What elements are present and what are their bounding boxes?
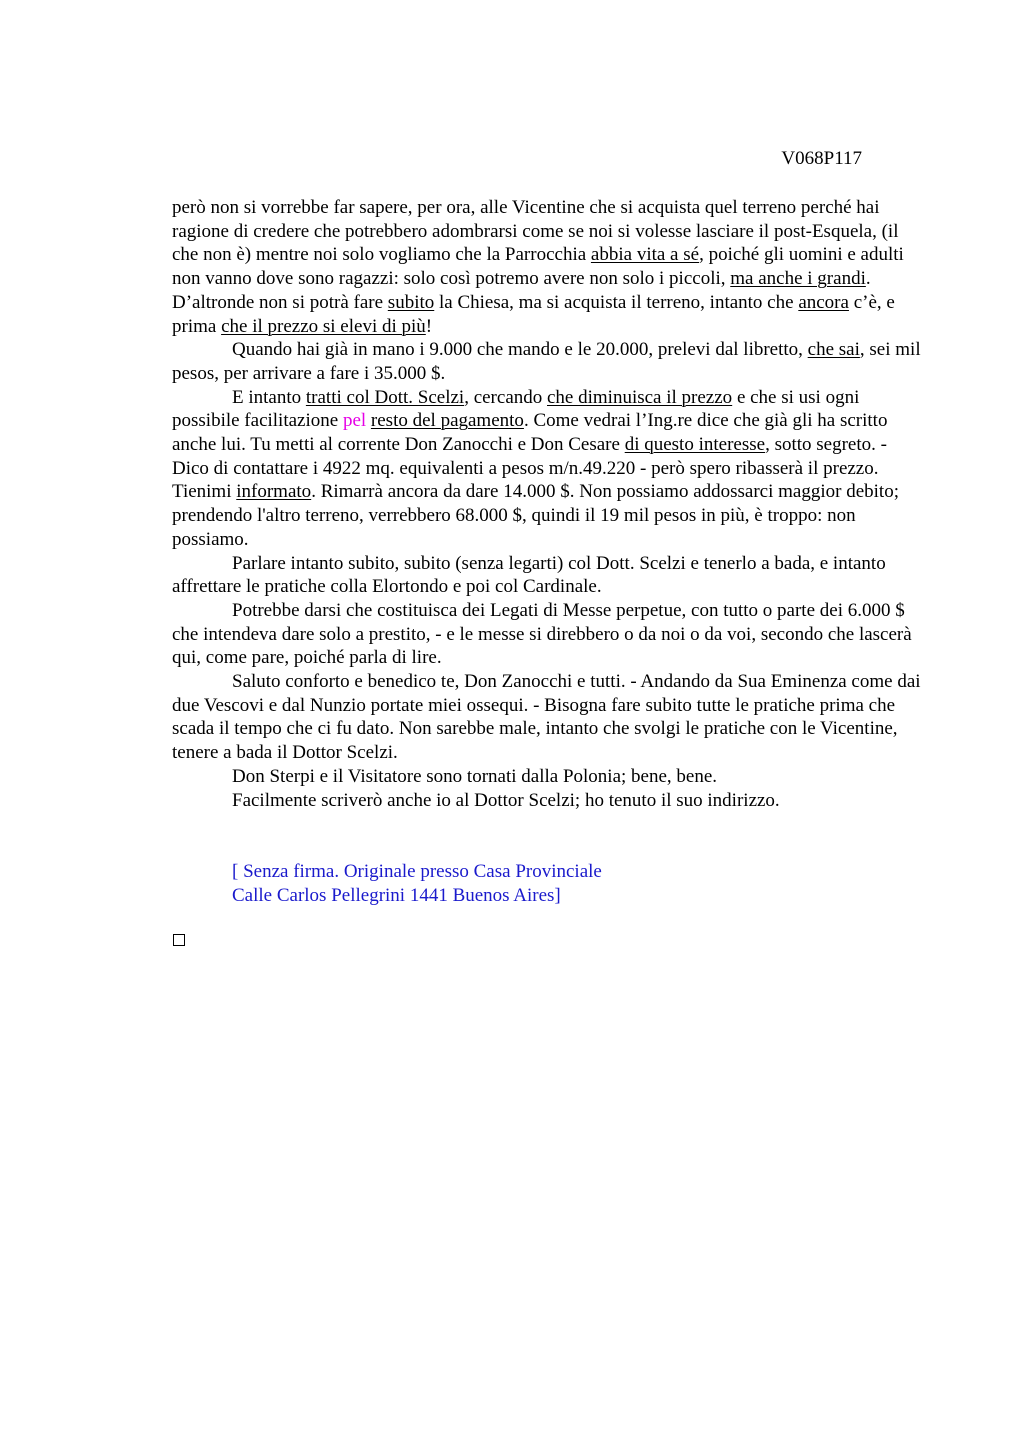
letter-paragraph bbox=[172, 670, 928, 765]
underlined-emphasis: tratti col Dott. Scelzi bbox=[305, 386, 465, 408]
letter-paragraph bbox=[172, 196, 928, 338]
archival-note-line-2: Calle Carlos Pellegrini 1441 Buenos Aires] bbox=[232, 884, 561, 906]
letter-paragraph bbox=[172, 386, 928, 552]
archival-note bbox=[232, 860, 602, 907]
underlined-emphasis: abbia vita a sé bbox=[590, 244, 700, 266]
underlined-emphasis: che sai bbox=[807, 339, 860, 361]
underlined-emphasis: di questo interesse bbox=[624, 434, 766, 456]
text-run: la Chiesa, ma si acquista il terreno, intanto che bbox=[434, 291, 799, 313]
underlined-emphasis: informato bbox=[236, 481, 312, 503]
letter-paragraph bbox=[172, 599, 928, 670]
text-run: Parlare intanto subito, subito (senza legarti) col Dott. Scelzi e tenerlo a bada, e intanto affrettare le pratiche colla Elortondo e poi col Cardinale. bbox=[172, 552, 886, 598]
text-run: , sotto segreto. - Dico di contattare i 4922 mq. equivalenti a pesos m/n.49.220 - però spero ribasserà il prezzo. Tienimi bbox=[172, 434, 887, 503]
underlined-emphasis: resto del pagamento bbox=[370, 410, 524, 432]
underlined-emphasis: subito bbox=[387, 291, 435, 313]
underlined-emphasis: ma anche i grandi bbox=[730, 268, 866, 290]
text-run: . Rimarrà ancora da dare 14.000 $. Non possiamo addossarci maggior debito; prendendo l'altro terreno, verrebbero 68.000 $, quindi il 19 mil pesos in più, è troppo: non possiamo. bbox=[172, 481, 899, 550]
page-reference-code: V068P117 bbox=[781, 148, 862, 169]
letter-paragraph bbox=[172, 338, 928, 385]
underlined-emphasis: che il prezzo si elevi di più bbox=[221, 315, 426, 337]
text-run: ! bbox=[425, 315, 433, 337]
text-run: c’è, e prima bbox=[172, 291, 895, 337]
text-run: , poiché gli uomini e adulti non vanno dove sono ragazzi: solo così potremo avere non solo i piccoli, bbox=[172, 244, 904, 290]
text-run: , cercando bbox=[464, 386, 547, 408]
archival-note-line-1: [ Senza firma. Originale presso Casa Provinciale bbox=[232, 861, 602, 882]
underlined-emphasis: ancora bbox=[798, 291, 849, 313]
text-run: e che si usi ogni possibile facilitazione bbox=[172, 386, 860, 432]
text-run: Facilmente scriverò anche io al Dottor Scelzi; ho tenuto il suo indirizzo. bbox=[232, 789, 780, 811]
letter-paragraph bbox=[172, 552, 928, 599]
text-run: Saluto conforto e benedico te, Don Zanocchi e tutti. - Andando da Sua Eminenza come dai due Vescovi e dal Nunzio portate miei ossequi. - Bisogna fare subito tutte le pratiche prima che scada il tempo che ci fu dato. Non sarebbe male, intanto che svolgi le pratiche con le Vicentine, tenere a bada il Dottor Scelzi. bbox=[172, 671, 921, 764]
letter-paragraph bbox=[172, 765, 928, 789]
text-run: . Come vedrai l’Ing.re dice che già gli ha scritto anche lui. Tu metti al corrente Don Zanocchi e Don Cesare bbox=[172, 410, 888, 456]
highlighted-word: pel bbox=[342, 410, 367, 432]
text-run: , sei mil pesos, per arrivare a fare i 35.000 $. bbox=[172, 339, 921, 384]
checkbox-square-icon bbox=[173, 934, 185, 946]
text-run: però non si vorrebbe far sapere, per ora, alle Vicentine che si acquista quel terreno perché hai ragione di credere che potrebbero adombrarsi come se noi si volesse lasciare il post-Esquela, (il che non è) mentre noi solo vogliamo che la Parrocchia bbox=[172, 197, 899, 266]
letter-paragraph bbox=[172, 789, 928, 813]
text-run: Potrebbe darsi che costituisca dei Legati di Messe perpetue, con tutto o parte dei 6.000 $ che intendeva dare solo a prestito, - e le messe si direbbero o da noi o da voi, secondo che lascerà qui, come pare, poiché parla di lire. bbox=[172, 599, 912, 669]
text-run: E intanto bbox=[232, 386, 306, 408]
text-run: Quando hai già in mano i 9.000 che mando e le 20.000, prelevi dal libretto, bbox=[232, 339, 808, 361]
underlined-emphasis: che diminuisca il prezzo bbox=[547, 386, 733, 408]
letter-body bbox=[172, 196, 928, 812]
text-run: Don Sterpi e il Visitatore sono tornati dalla Polonia; bene, bene. bbox=[232, 765, 718, 787]
text-run: . D’altronde non si potrà fare bbox=[172, 268, 871, 313]
